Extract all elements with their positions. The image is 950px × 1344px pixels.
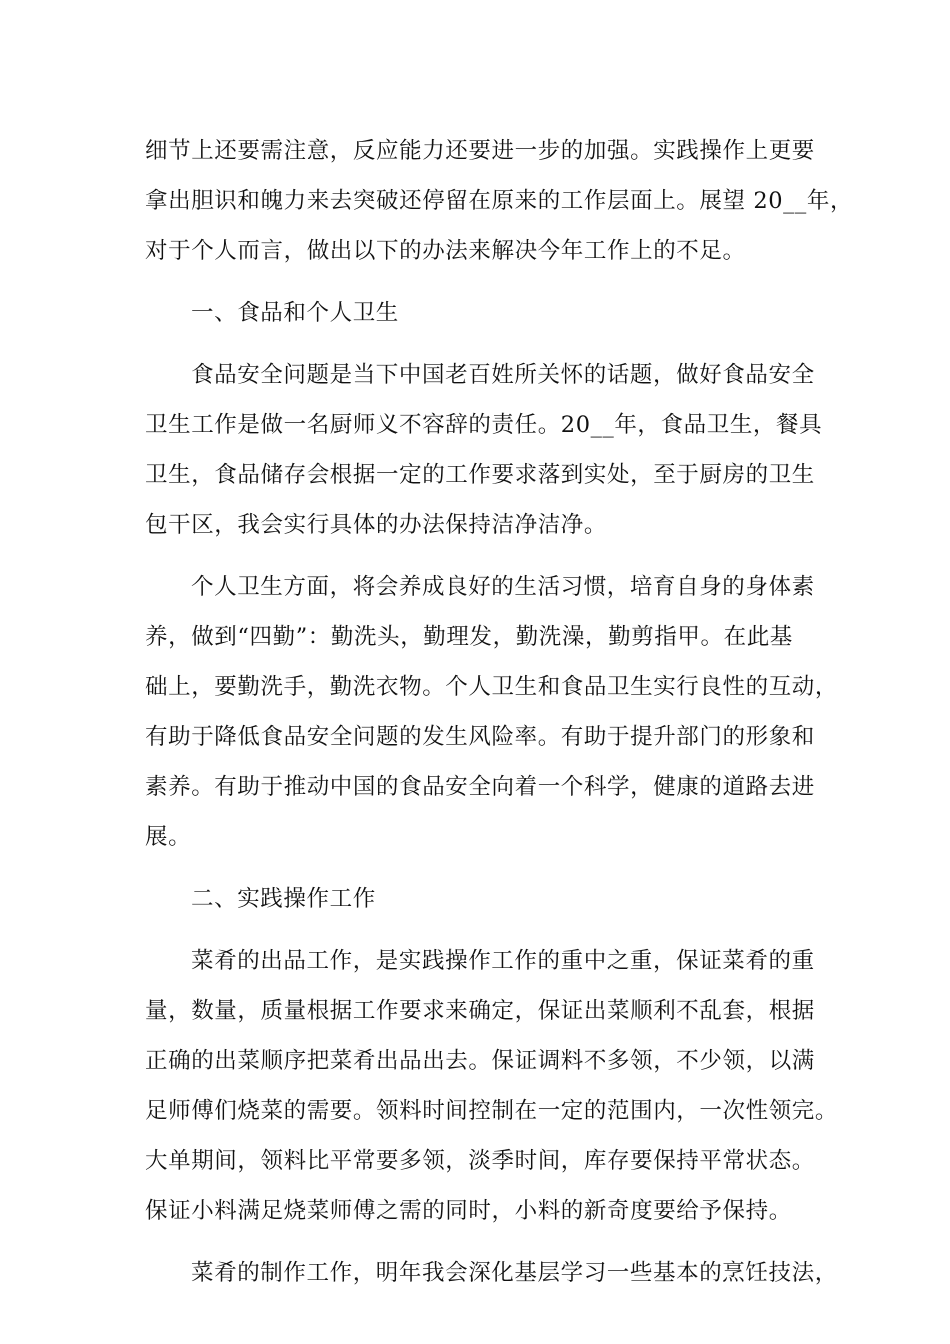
- paragraph-line: 有助于降低食品安全问题的发生风险率。有助于提升部门的形象和: [145, 724, 815, 750]
- paragraph-line: 素养。有助于推动中国的食品安全向着一个科学，健康的道路去进: [145, 774, 815, 800]
- paragraph-line: 拿出胆识和魄力来去突破还停留在原来的工作层面上。展望 20__年，: [145, 188, 854, 214]
- paragraph-line: 础上，要勤洗手，勤洗衣物。个人卫生和食品卫生实行良性的互动，: [145, 674, 839, 700]
- section-heading: 一、食品和个人卫生: [191, 300, 399, 326]
- paragraph-gap: [145, 338, 825, 350]
- paragraph-line: 菜肴的制作工作，明年我会深化基层学习一些基本的烹饪技法，: [191, 1260, 838, 1286]
- paragraph-gap: [145, 1236, 825, 1248]
- paragraph-line: 展。: [145, 824, 192, 850]
- paragraph-line: 卫生，食品储存会根据一定的工作要求落到实处，至于厨房的卫生: [145, 462, 815, 488]
- paragraph-line: 菜肴的出品工作，是实践操作工作的重中之重，保证菜肴的重: [191, 948, 815, 974]
- paragraph-gap: [145, 924, 825, 936]
- paragraph-line: 大单期间，领料比平常要多领，淡季时间，库存要保持平常状态。: [145, 1148, 815, 1174]
- paragraph-line: 卫生工作是做一名厨师义不容辞的责任。20__年，食品卫生，餐具: [145, 412, 823, 438]
- paragraph-line: 足师傅们烧菜的需要。领料时间控制在一定的范围内，一次性领完。: [145, 1098, 839, 1124]
- paragraph-line: 食品安全问题是当下中国老百姓所关怀的话题，做好食品安全: [191, 362, 815, 388]
- paragraph-line: 量，数量，质量根据工作要求来确定，保证出菜顺利不乱套，根据: [145, 998, 815, 1024]
- paragraph-line: 正确的出菜顺序把菜肴出品出去。保证调料不多领，不少领，以满: [145, 1048, 815, 1074]
- paragraph-line: 包干区，我会实行具体的办法保持洁净洁净。: [145, 512, 608, 538]
- paragraph-gap: [145, 862, 825, 874]
- paragraph-line: 养，做到“四勤”：勤洗头，勤理发，勤洗澡，勤剪指甲。在此基: [145, 624, 793, 650]
- paragraph-line: 保证小料满足烧菜师傅之需的同时，小料的新奇度要给予保持。: [145, 1198, 792, 1224]
- paragraph-gap: [145, 276, 825, 288]
- section-heading: 二、实践操作工作: [191, 886, 376, 912]
- paragraph-line: 对于个人而言，做出以下的办法来解决今年工作上的不足。: [145, 238, 746, 264]
- paragraph-line: 细节上还要需注意，反应能力还要进一步的加强。实践操作上更要: [145, 138, 815, 164]
- paragraph-line: 个人卫生方面，将会养成良好的生活习惯，培育自身的身体素: [191, 574, 815, 600]
- paragraph-gap: [145, 550, 825, 562]
- document-body: [145, 126, 854, 1298]
